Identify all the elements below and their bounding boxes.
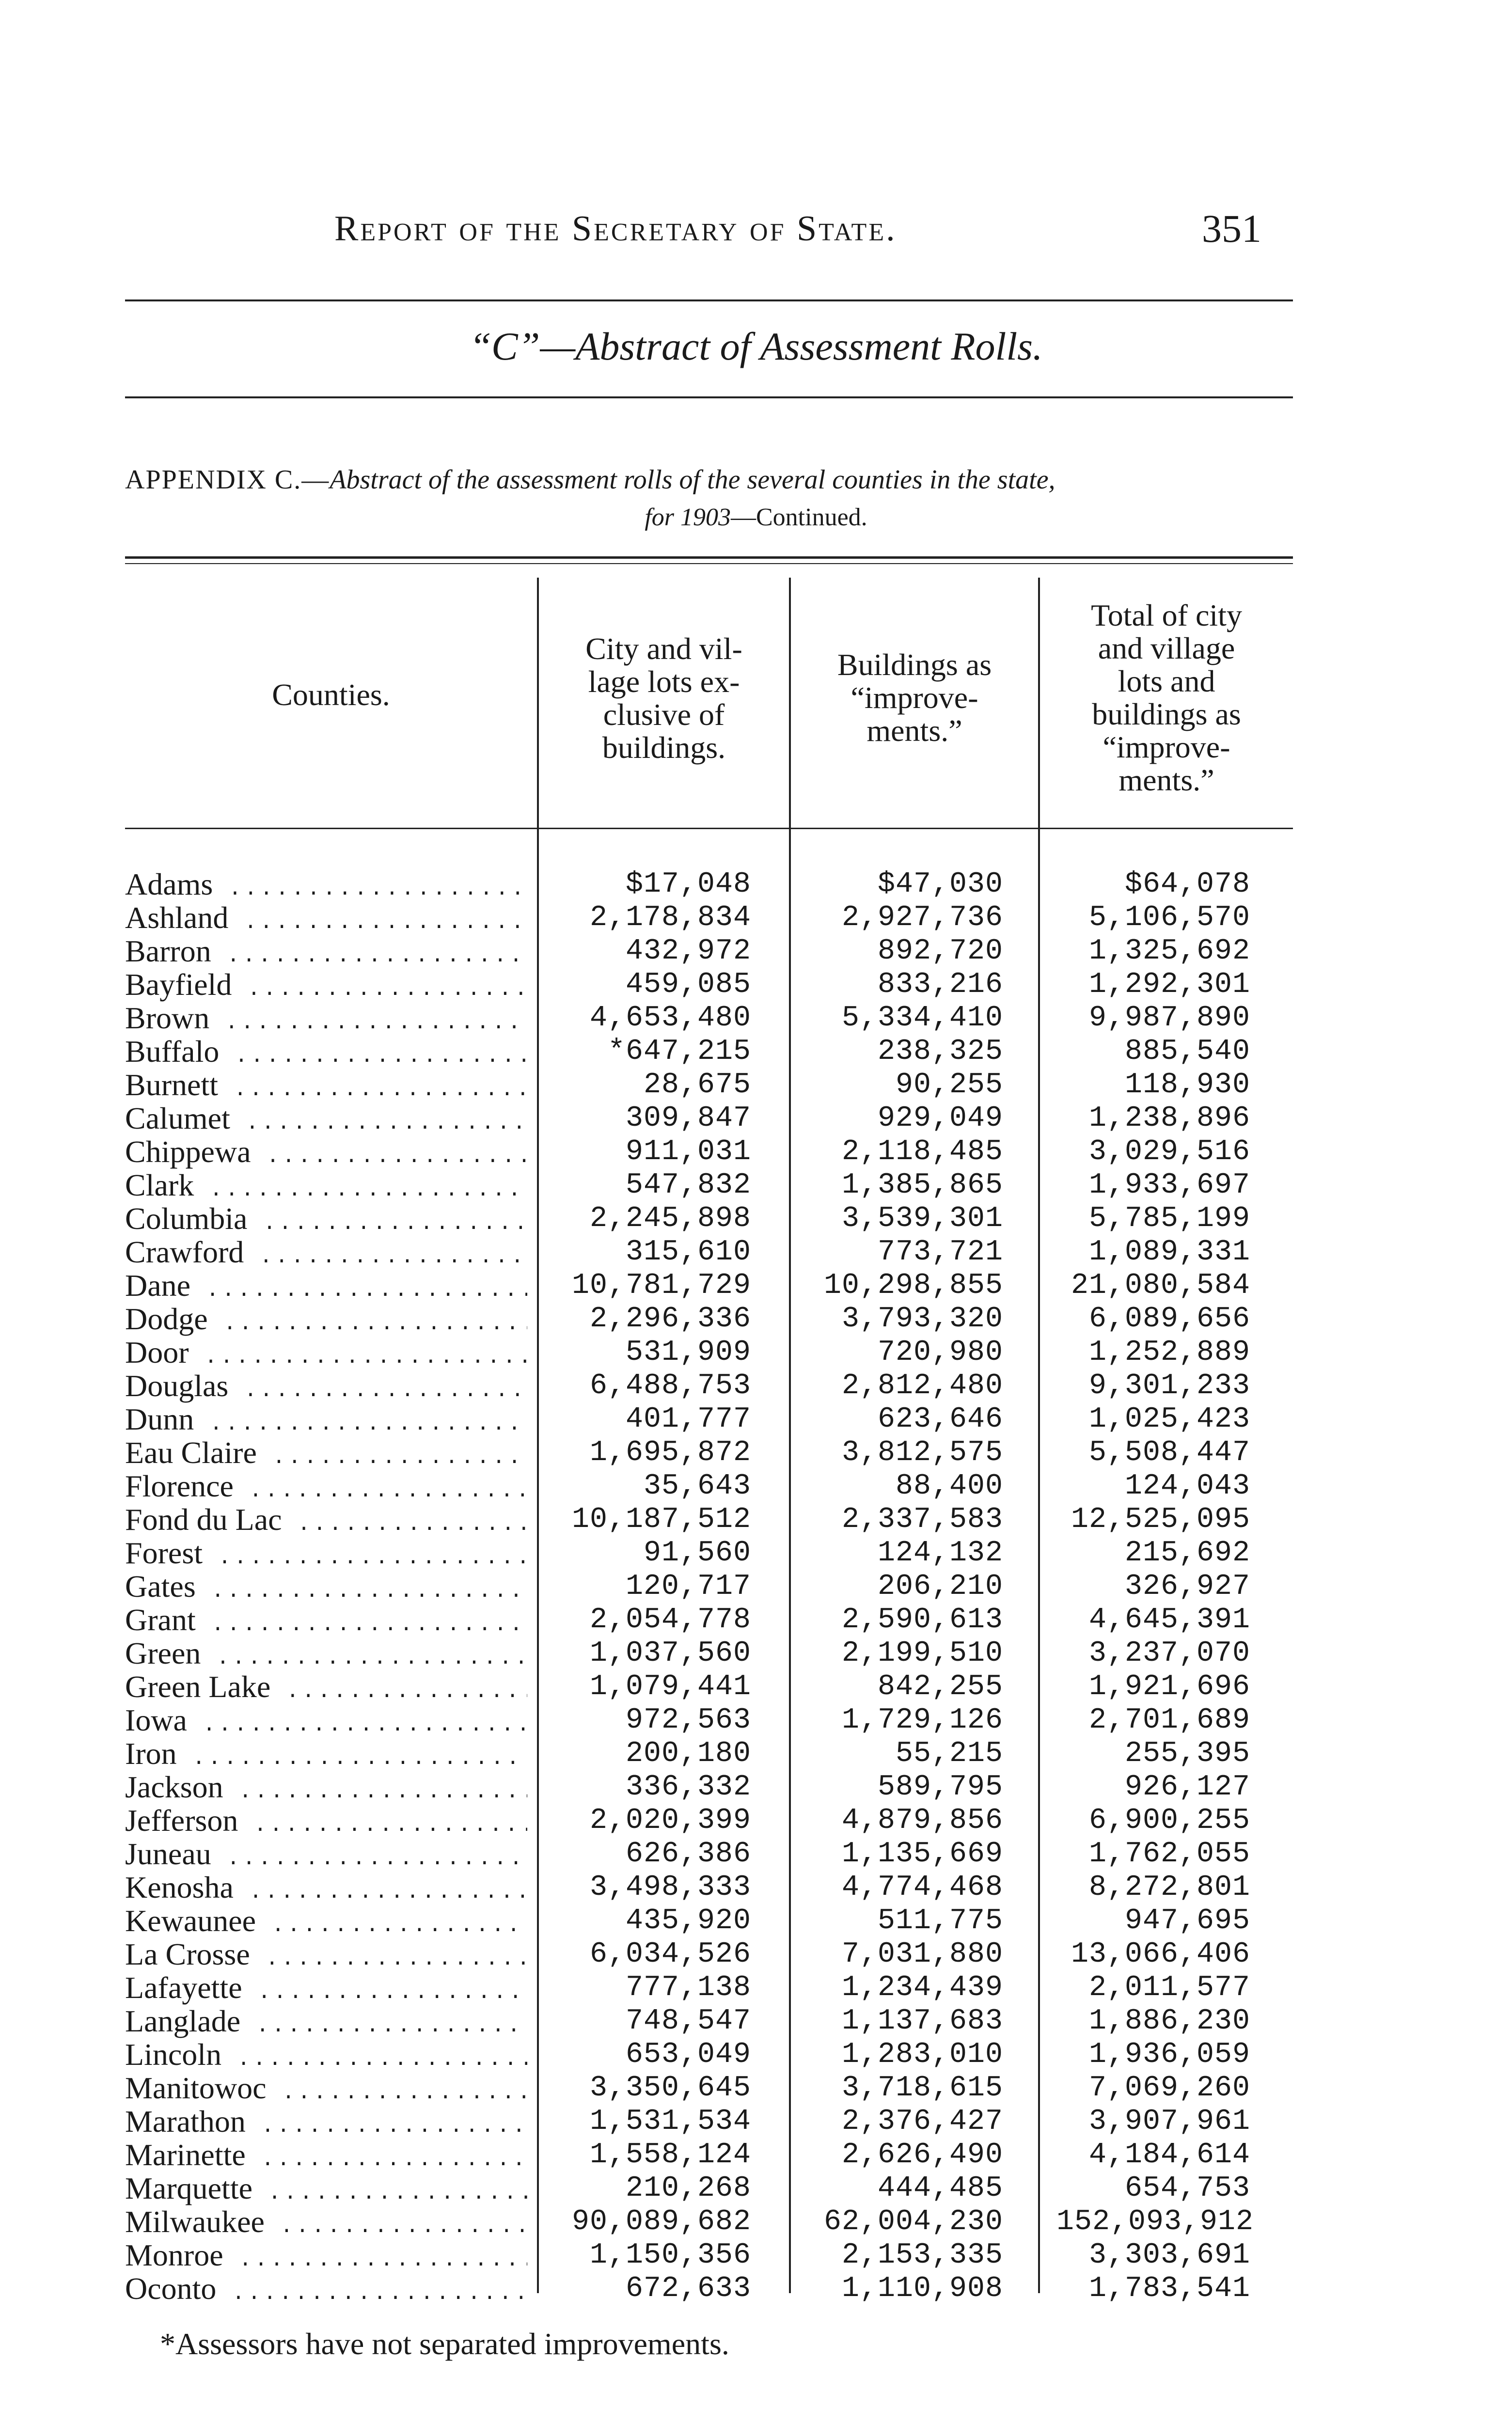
buildings-value: 2,337,583	[841, 1503, 1003, 1536]
lots-value: 91,560	[643, 1537, 751, 1570]
buildings-value: 2,376,427	[841, 2105, 1003, 2138]
county-name: Crawford .....	[125, 1235, 527, 1274]
buildings-value: 2,927,736	[841, 901, 1003, 934]
table-row	[0, 1001, 1512, 1035]
table-row	[0, 1703, 1512, 1737]
total-value: 3,907,961	[1088, 2105, 1250, 2138]
table-row	[0, 968, 1512, 1002]
county-name: Lincoln .....	[125, 2038, 527, 2077]
total-value: 5,785,199	[1088, 1202, 1250, 1235]
county-name: Ashland .....	[125, 901, 527, 940]
buildings-value: $47,030	[877, 868, 1003, 901]
buildings-value: 4,774,468	[841, 1871, 1003, 1904]
table-row	[0, 2272, 1512, 2306]
buildings-value: 929,049	[877, 1102, 1003, 1135]
total-value: 13,066,406	[1071, 1938, 1250, 1971]
county-name: Dane .....	[125, 1269, 527, 1307]
lots-value: 336,332	[625, 1771, 751, 1804]
county-name: Gates .....	[125, 1570, 527, 1608]
buildings-value: 2,590,613	[841, 1604, 1003, 1636]
table-row	[0, 1269, 1512, 1303]
total-value: 2,011,577	[1088, 1971, 1250, 2004]
table-row	[0, 2038, 1512, 2072]
total-value: 1,886,230	[1088, 2005, 1250, 2038]
total-value: 1,762,055	[1088, 1838, 1250, 1871]
county-name: Marquette .....	[125, 2171, 527, 2210]
buildings-value: 842,255	[877, 1670, 1003, 1703]
county-name: Barron .....	[125, 934, 527, 973]
county-name: Green .....	[125, 1636, 527, 1675]
total-value: 1,325,692	[1088, 935, 1250, 968]
buildings-value: 5,334,410	[841, 1002, 1003, 1035]
county-name: Forest .....	[125, 1536, 527, 1575]
buildings-value: 444,485	[877, 2172, 1003, 2205]
lots-value: *647,215	[607, 1035, 751, 1068]
lots-value: 200,180	[625, 1737, 751, 1770]
lots-value: 972,563	[625, 1704, 751, 1737]
table-row	[0, 2004, 1512, 2038]
lots-value: 28,675	[643, 1069, 751, 1101]
buildings-value: 1,135,669	[841, 1838, 1003, 1871]
county-name: Juneau .....	[125, 1837, 527, 1876]
lots-value: $17,048	[625, 868, 751, 901]
lots-value: 2,245,898	[589, 1202, 751, 1235]
buildings-value: 720,980	[877, 1336, 1003, 1369]
table-row	[0, 1101, 1512, 1135]
total-value: 215,692	[1124, 1537, 1250, 1570]
buildings-value: 4,879,856	[841, 1804, 1003, 1837]
lots-value: 3,498,333	[589, 1871, 751, 1904]
table-row	[0, 1636, 1512, 1670]
total-value: 1,292,301	[1088, 968, 1250, 1001]
total-value: 1,252,889	[1088, 1336, 1250, 1369]
total-value: 3,303,691	[1088, 2239, 1250, 2272]
total-value: 326,927	[1124, 1570, 1250, 1603]
buildings-value: 238,325	[877, 1035, 1003, 1068]
county-name: Marathon .....	[125, 2105, 527, 2143]
header-rule	[125, 299, 1293, 301]
table-header-bottom-rule	[125, 828, 1293, 829]
buildings-value: 3,793,320	[841, 1303, 1003, 1336]
lots-value: 2,054,778	[589, 1604, 751, 1636]
table-row	[0, 1369, 1512, 1403]
buildings-value: 833,216	[877, 968, 1003, 1001]
lots-value: 210,268	[625, 2172, 751, 2205]
lots-value: 531,909	[625, 1336, 751, 1369]
lots-value: 1,150,356	[589, 2239, 751, 2272]
buildings-value: 124,132	[877, 1537, 1003, 1570]
table-row	[0, 1837, 1512, 1871]
county-name: Milwaukee .....	[125, 2205, 527, 2244]
lots-value: 120,717	[625, 1570, 751, 1603]
column-header-buildings: Buildings as “improve- ments.”	[837, 647, 992, 748]
county-name: Green Lake .....	[125, 1670, 527, 1709]
total-value: 12,525,095	[1071, 1503, 1250, 1536]
running-header-title: Report of the Secretary of State.	[334, 209, 897, 249]
table-top-rule	[125, 556, 1293, 559]
table-row	[0, 867, 1512, 901]
county-name: Dodge .....	[125, 1302, 527, 1341]
total-value: 1,921,696	[1088, 1670, 1250, 1703]
county-name: Adams .....	[125, 867, 527, 906]
table-row	[0, 1035, 1512, 1069]
buildings-value: 511,775	[877, 1904, 1003, 1937]
appendix-description: Abstract of the assessment rolls of the several counties in the state,	[330, 465, 1055, 495]
table-row	[0, 1469, 1512, 1503]
lots-value: 90,089,682	[571, 2205, 751, 2238]
lots-value: 1,695,872	[589, 1436, 751, 1469]
county-name: Bayfield .....	[125, 968, 527, 1007]
lots-value: 672,633	[625, 2272, 751, 2305]
total-value: 885,540	[1124, 1035, 1250, 1068]
table-row	[0, 1804, 1512, 1838]
lots-value: 1,037,560	[589, 1637, 751, 1670]
total-value: $64,078	[1124, 868, 1250, 901]
total-value: 9,301,233	[1088, 1369, 1250, 1402]
lots-value: 309,847	[625, 1102, 751, 1135]
lots-value: 911,031	[625, 1135, 751, 1168]
buildings-value: 55,215	[895, 1737, 1003, 1770]
county-name: Iowa .....	[125, 1703, 527, 1742]
table-row	[0, 2238, 1512, 2272]
table-row	[0, 1603, 1512, 1637]
table-row	[0, 1871, 1512, 1904]
county-name: Door .....	[125, 1336, 527, 1374]
total-value: 4,645,391	[1088, 1604, 1250, 1636]
county-name: Dunn .....	[125, 1402, 527, 1441]
buildings-value: 1,234,439	[841, 1971, 1003, 2004]
total-value: 4,184,614	[1088, 2139, 1250, 2171]
total-value: 3,029,516	[1088, 1135, 1250, 1168]
buildings-value: 3,718,615	[841, 2072, 1003, 2105]
total-value: 947,695	[1124, 1904, 1250, 1937]
county-name: Burnett .....	[125, 1068, 527, 1107]
county-name: Kewaunee .....	[125, 1904, 527, 1943]
buildings-value: 62,004,230	[823, 2205, 1003, 2238]
total-value: 124,043	[1124, 1470, 1250, 1503]
total-value: 1,783,541	[1088, 2272, 1250, 2305]
county-name: Oconto .....	[125, 2272, 527, 2311]
total-value: 118,930	[1124, 1069, 1250, 1101]
lots-value: 1,079,441	[589, 1670, 751, 1703]
buildings-value: 7,031,880	[841, 1938, 1003, 1971]
appendix-caption-continued	[0, 503, 1512, 532]
county-name: Chippewa .....	[125, 1135, 527, 1174]
county-name: Marinette .....	[125, 2138, 527, 2177]
table-row	[0, 2071, 1512, 2105]
total-value: 1,025,423	[1088, 1403, 1250, 1436]
county-name: Florence .....	[125, 1469, 527, 1508]
county-name: Brown .....	[125, 1001, 527, 1040]
total-value: 7,069,260	[1088, 2072, 1250, 2105]
county-name: Eau Claire .....	[125, 1436, 527, 1475]
table-row	[0, 2105, 1512, 2139]
lots-value: 626,386	[625, 1838, 751, 1871]
table-row	[0, 1971, 1512, 2005]
buildings-value: 2,199,510	[841, 1637, 1003, 1670]
total-value: 5,508,447	[1088, 1436, 1250, 1469]
lots-value: 459,085	[625, 968, 751, 1001]
table-row	[0, 1068, 1512, 1102]
section-title: “C”—Abstract of Assessment Rolls.	[469, 324, 1043, 368]
table-row	[0, 2171, 1512, 2205]
total-value: 3,237,070	[1088, 1637, 1250, 1670]
table-row	[0, 1503, 1512, 1537]
total-value: 1,936,059	[1088, 2038, 1250, 2071]
county-name: Fond du Lac .....	[125, 1503, 527, 1542]
total-value: 21,080,584	[1071, 1269, 1250, 1302]
table-row	[0, 1670, 1512, 1704]
table-row	[0, 1937, 1512, 1971]
lots-value: 2,178,834	[589, 901, 751, 934]
column-header-counties: Counties.	[272, 677, 390, 712]
appendix-label: APPENDIX C.—	[125, 465, 330, 495]
buildings-value: 773,721	[877, 1236, 1003, 1269]
total-value: 5,106,570	[1088, 901, 1250, 934]
table-row	[0, 1202, 1512, 1236]
county-name: Monroe .....	[125, 2238, 527, 2277]
lots-value: 10,187,512	[571, 1503, 751, 1536]
lots-value: 748,547	[625, 2005, 751, 2038]
section-rule	[125, 396, 1293, 398]
lots-value: 777,138	[625, 1971, 751, 2004]
lots-value: 10,781,729	[571, 1269, 751, 1302]
county-name: Columbia .....	[125, 1202, 527, 1241]
buildings-value: 892,720	[877, 935, 1003, 968]
lots-value: 6,488,753	[589, 1369, 751, 1402]
county-name: Calumet .....	[125, 1101, 527, 1140]
buildings-value: 10,298,855	[823, 1269, 1003, 1302]
county-name: Kenosha .....	[125, 1871, 527, 1909]
lots-value: 2,020,399	[589, 1804, 751, 1837]
total-value: 1,933,697	[1088, 1169, 1250, 1202]
lots-value: 547,832	[625, 1169, 751, 1202]
buildings-value: 1,137,683	[841, 2005, 1003, 2038]
lots-value: 3,350,645	[589, 2072, 751, 2105]
buildings-value: 3,812,575	[841, 1436, 1003, 1469]
county-name: Langlade .....	[125, 2004, 527, 2043]
buildings-value: 1,110,908	[841, 2272, 1003, 2305]
county-name: Iron .....	[125, 1737, 527, 1776]
county-name: Jefferson .....	[125, 1804, 527, 1842]
total-value: 926,127	[1124, 1771, 1250, 1804]
total-value: 9,987,890	[1088, 1002, 1250, 1035]
table-row	[0, 1402, 1512, 1436]
total-value: 6,089,656	[1088, 1303, 1250, 1336]
column-header-lots: City and vil- lage lots ex- clusive of buildings.	[585, 631, 742, 765]
county-name: Buffalo .....	[125, 1035, 527, 1073]
total-value: 6,900,255	[1088, 1804, 1250, 1837]
buildings-value: 1,283,010	[841, 2038, 1003, 2071]
total-value: 654,753	[1124, 2172, 1250, 2205]
appendix-continued: —Continued.	[731, 503, 867, 531]
table-row	[0, 1336, 1512, 1369]
footnote: *Assessors have not separated improvements.	[160, 2327, 729, 2361]
lots-value: 653,049	[625, 2038, 751, 2071]
total-value: 255,395	[1124, 1737, 1250, 1770]
county-name: Jackson .....	[125, 1770, 527, 1809]
buildings-value: 2,812,480	[841, 1369, 1003, 1402]
appendix-year: for 1903	[645, 503, 731, 531]
buildings-value: 206,210	[877, 1570, 1003, 1603]
buildings-value: 2,626,490	[841, 2139, 1003, 2171]
lots-value: 432,972	[625, 935, 751, 968]
buildings-value: 1,385,865	[841, 1169, 1003, 1202]
table-row	[0, 1135, 1512, 1169]
lots-value: 1,531,534	[589, 2105, 751, 2138]
buildings-value: 88,400	[895, 1470, 1003, 1503]
lots-value: 35,643	[643, 1470, 751, 1503]
table-row	[0, 1770, 1512, 1804]
buildings-value: 3,539,301	[841, 1202, 1003, 1235]
buildings-value: 2,118,485	[841, 1135, 1003, 1168]
table-row	[0, 1904, 1512, 1938]
table-row	[0, 1168, 1512, 1202]
lots-value: 315,610	[625, 1236, 751, 1269]
table-row	[0, 1436, 1512, 1470]
total-value: 2,701,689	[1088, 1704, 1250, 1737]
county-name: Grant .....	[125, 1603, 527, 1642]
buildings-value: 589,795	[877, 1771, 1003, 1804]
buildings-value: 90,255	[895, 1069, 1003, 1101]
county-name: Lafayette .....	[125, 1971, 527, 2010]
total-value: 152,093,912	[1056, 2205, 1254, 2238]
table-row	[0, 1235, 1512, 1269]
lots-value: 1,558,124	[589, 2139, 751, 2171]
lots-value: 6,034,526	[589, 1938, 751, 1971]
lots-value: 2,296,336	[589, 1303, 751, 1336]
table-top-rule-thin	[125, 563, 1293, 564]
county-name: La Crosse .....	[125, 1937, 527, 1976]
table-row	[0, 1302, 1512, 1336]
lots-value: 401,777	[625, 1403, 751, 1436]
buildings-value: 623,646	[877, 1403, 1003, 1436]
total-value: 8,272,801	[1088, 1871, 1250, 1904]
total-value: 1,238,896	[1088, 1102, 1250, 1135]
total-value: 1,089,331	[1088, 1236, 1250, 1269]
table-row	[0, 934, 1512, 968]
appendix-caption	[125, 464, 1055, 495]
buildings-value: 2,153,335	[841, 2239, 1003, 2272]
lots-value: 4,653,480	[589, 1002, 751, 1035]
buildings-value: 1,729,126	[841, 1704, 1003, 1737]
table-row	[0, 901, 1512, 935]
county-name: Douglas .....	[125, 1369, 527, 1408]
county-name: Clark .....	[125, 1168, 527, 1207]
lots-value: 435,920	[625, 1904, 751, 1937]
table-row	[0, 2205, 1512, 2239]
table-row	[0, 1536, 1512, 1570]
table-row	[0, 1570, 1512, 1604]
table-row	[0, 1737, 1512, 1771]
table-row	[0, 2138, 1512, 2172]
column-header-total: Total of city and village lots and buildings as “improve- ments.”	[1091, 598, 1242, 797]
page-number: 351	[1202, 206, 1261, 251]
county-name: Manitowoc .....	[125, 2071, 527, 2110]
